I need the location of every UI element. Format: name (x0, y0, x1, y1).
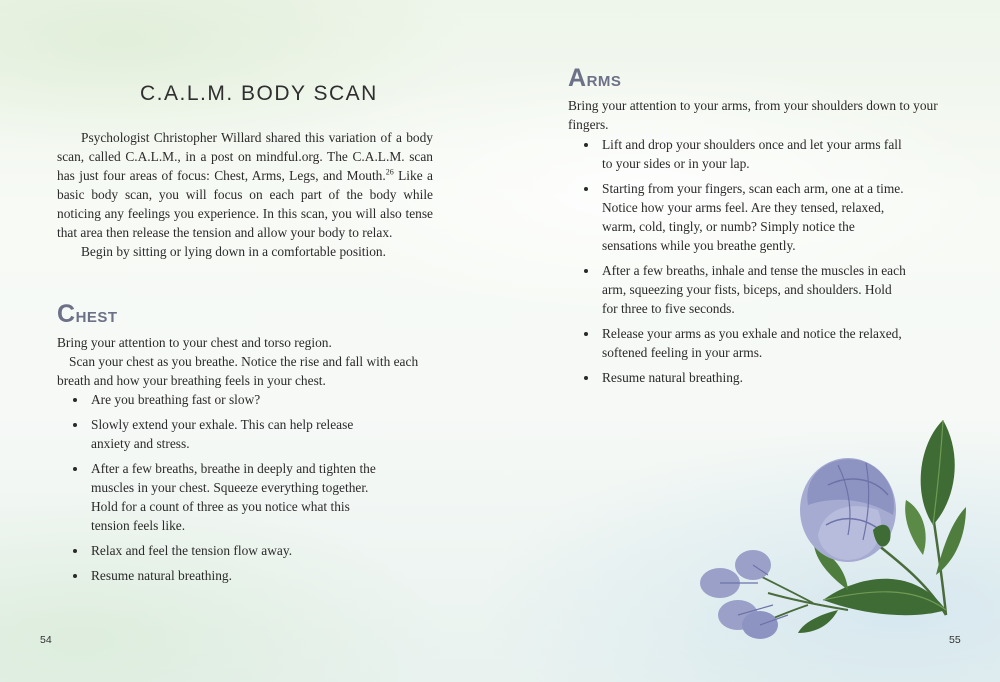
arms-intro-line: Bring your attention to your arms, from your shoulders down to your fingers. (568, 98, 938, 132)
arms-heading-cap: A (568, 64, 587, 92)
chest-heading-cap: C (57, 300, 76, 328)
intro-section (57, 128, 433, 261)
intro-text-continued: Like a basic body scan, you will focus on each part of the body while noticing any feelings you experience. In this scan, you will also tense that area then release the tension and allow your body to relax. (57, 168, 433, 240)
chest-scan-text: Scan your chest as you breathe. Notice the rise and fall with each breath and how your breathing feels in your chest. (57, 354, 419, 388)
intro-begin: Begin by sitting or lying down in a comfortable position. (81, 244, 386, 259)
list-item: Are you breathing fast or slow? (57, 390, 387, 409)
chest-bullet-list (57, 390, 387, 591)
arms-heading-rest: RMS (586, 73, 622, 90)
floral-illustration (698, 415, 968, 645)
list-item: Resume natural breathing. (57, 566, 387, 585)
list-item: Lift and drop your shoulders once and let your arms fall to your sides or in your lap. (568, 135, 908, 173)
intro-text: Psychologist Christopher Willard shared this variation of a body scan, called C.A.L.M., in a post on mindful.org. The C.A.L.M. scan has just four areas of focus: Chest, Arms, Legs, and Mouth. (57, 130, 433, 183)
page-number-right: 55 (949, 634, 961, 646)
arms-bullet-list (568, 135, 908, 393)
list-item: Resume natural breathing. (568, 368, 908, 387)
list-item: After a few breaths, breathe in deeply and tighten the muscles in your chest. Squeeze everything together. Hold for a count of three as you notice what this tension feels like. (57, 459, 387, 535)
list-item: Relax and feel the tension flow away. (57, 541, 387, 560)
chest-intro-line: Bring your attention to your chest and torso region. (57, 335, 332, 350)
chest-heading-rest: HEST (75, 309, 118, 326)
page-number-left: 54 (40, 634, 52, 646)
chest-heading (57, 300, 118, 329)
intro-paragraph (57, 128, 433, 242)
list-item: Starting from your fingers, scan each arm, one at a time. Notice how your arms feel. Are they tensed, relaxed, warm, cold, tingly, or numb? Simply notice the sensations while you breathe gently. (568, 179, 908, 255)
footnote-marker: 26 (385, 167, 394, 177)
page-title: C.A.L.M. BODY SCAN (140, 82, 378, 106)
flower-icon (800, 458, 896, 562)
arms-heading (568, 64, 621, 93)
list-item: After a few breaths, inhale and tense the muscles in each arm, squeezing your fists, biceps, and shoulders. Hold for three to five seconds. (568, 261, 908, 318)
list-item: Release your arms as you exhale and notice the relaxed, softened feeling in your arms. (568, 324, 908, 362)
list-item: Slowly extend your exhale. This can help release anxiety and stress. (57, 415, 387, 453)
